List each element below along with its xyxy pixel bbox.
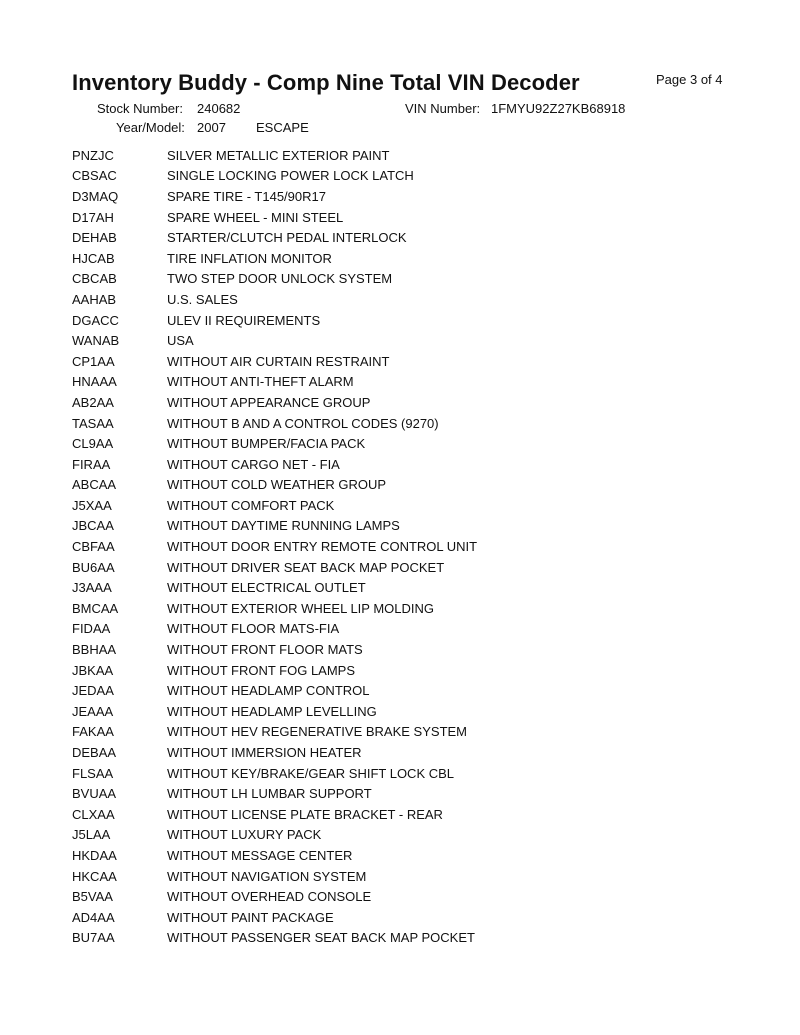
option-description: WITHOUT NAVIGATION SYSTEM bbox=[167, 868, 367, 884]
option-description: WITHOUT PAINT PACKAGE bbox=[167, 909, 334, 925]
option-description: SPARE WHEEL - MINI STEEL bbox=[167, 209, 344, 225]
option-code: DGACC bbox=[72, 312, 119, 328]
option-description: WITHOUT PASSENGER SEAT BACK MAP POCKET bbox=[167, 930, 475, 946]
option-code: D17AH bbox=[72, 209, 114, 225]
option-description: U.S. SALES bbox=[167, 291, 238, 307]
option-code: CL9AA bbox=[72, 436, 114, 452]
list-item bbox=[72, 454, 752, 475]
list-item bbox=[72, 392, 752, 413]
list-item bbox=[72, 269, 752, 290]
option-description: ULEV II REQUIREMENTS bbox=[167, 312, 321, 328]
model-value: ESCAPE bbox=[256, 120, 309, 135]
option-code: AB2AA bbox=[72, 394, 114, 410]
option-code: ABCAA bbox=[72, 477, 117, 493]
option-description: STARTER/CLUTCH PEDAL INTERLOCK bbox=[167, 230, 407, 246]
option-description: WITHOUT DAYTIME RUNNING LAMPS bbox=[167, 518, 400, 534]
list-item bbox=[72, 722, 752, 743]
option-code: JEAAA bbox=[72, 703, 114, 719]
page-number: Page 3 of 4 bbox=[656, 72, 723, 87]
option-code: BU6AA bbox=[72, 559, 115, 575]
option-description: WITHOUT HEV REGENERATIVE BRAKE SYSTEM bbox=[167, 724, 468, 740]
list-item bbox=[72, 598, 752, 619]
option-code: HNAAA bbox=[72, 374, 117, 390]
list-item bbox=[72, 845, 752, 866]
list-item bbox=[72, 207, 752, 228]
option-code: FIRAA bbox=[72, 456, 111, 472]
option-code: J3AAA bbox=[72, 580, 112, 596]
option-code: TASAA bbox=[72, 415, 114, 431]
option-description: WITHOUT HEADLAMP CONTROL bbox=[167, 683, 370, 699]
option-description: WITHOUT COMFORT PACK bbox=[167, 497, 335, 513]
option-description: WITHOUT B AND A CONTROL CODES (9270) bbox=[167, 415, 439, 431]
option-code: WANAB bbox=[72, 333, 120, 349]
option-description: WITHOUT EXTERIOR WHEEL LIP MOLDING bbox=[167, 600, 435, 616]
option-description: WITHOUT ELECTRICAL OUTLET bbox=[167, 580, 366, 596]
option-code: DEBAA bbox=[72, 745, 117, 761]
list-item bbox=[72, 145, 752, 166]
list-item bbox=[72, 413, 752, 434]
option-description: WITHOUT KEY/BRAKE/GEAR SHIFT LOCK CBL bbox=[167, 765, 455, 781]
list-item bbox=[72, 639, 752, 660]
page-title: Inventory Buddy - Comp Nine Total VIN Decoder bbox=[72, 70, 580, 95]
option-description: WITHOUT COLD WEATHER GROUP bbox=[167, 477, 387, 493]
option-code: JBCAA bbox=[72, 518, 114, 534]
year-value: 2007 bbox=[197, 120, 226, 135]
option-description: USA bbox=[167, 333, 194, 349]
list-item bbox=[72, 577, 752, 598]
list-item bbox=[72, 928, 752, 949]
list-item bbox=[72, 166, 752, 187]
option-code: FLSAA bbox=[72, 765, 114, 781]
option-description: WITHOUT CARGO NET - FIA bbox=[167, 456, 340, 472]
option-code: BU7AA bbox=[72, 930, 115, 946]
stock-number-label: Stock Number: bbox=[97, 101, 183, 116]
list-item bbox=[72, 804, 752, 825]
list-item bbox=[72, 825, 752, 846]
option-code: CP1AA bbox=[72, 353, 115, 369]
option-description: WITHOUT FRONT FOG LAMPS bbox=[167, 662, 356, 678]
list-item bbox=[72, 433, 752, 454]
option-code: FAKAA bbox=[72, 724, 114, 740]
option-description: WITHOUT DRIVER SEAT BACK MAP POCKET bbox=[167, 559, 445, 575]
list-item bbox=[72, 310, 752, 331]
option-description: WITHOUT ANTI-THEFT ALARM bbox=[167, 374, 354, 390]
option-description: WITHOUT MESSAGE CENTER bbox=[167, 847, 353, 863]
option-code: AD4AA bbox=[72, 909, 115, 925]
list-item bbox=[72, 351, 752, 372]
list-item bbox=[72, 227, 752, 248]
option-code: PNZJC bbox=[72, 147, 114, 163]
option-code: HKCAA bbox=[72, 868, 117, 884]
option-description: WITHOUT IMMERSION HEATER bbox=[167, 745, 362, 761]
list-item bbox=[72, 907, 752, 928]
option-description: WITHOUT FRONT FLOOR MATS bbox=[167, 642, 363, 658]
list-item bbox=[72, 475, 752, 496]
list-item bbox=[72, 619, 752, 640]
option-code: CBSAC bbox=[72, 168, 117, 184]
option-code: CBFAA bbox=[72, 539, 115, 555]
option-description: WITHOUT BUMPER/FACIA PACK bbox=[167, 436, 366, 452]
option-description: TIRE INFLATION MONITOR bbox=[167, 250, 332, 266]
option-code: CBCAB bbox=[72, 271, 117, 287]
option-description: WITHOUT LH LUMBAR SUPPORT bbox=[167, 786, 372, 802]
option-code: B5VAA bbox=[72, 889, 113, 905]
list-item bbox=[72, 516, 752, 537]
option-description: WITHOUT FLOOR MATS-FIA bbox=[167, 621, 340, 637]
list-item bbox=[72, 557, 752, 578]
option-description: WITHOUT APPEARANCE GROUP bbox=[167, 394, 371, 410]
option-description: SILVER METALLIC EXTERIOR PAINT bbox=[167, 147, 390, 163]
list-item bbox=[72, 248, 752, 269]
option-description: SINGLE LOCKING POWER LOCK LATCH bbox=[167, 168, 414, 184]
option-code: JEDAA bbox=[72, 683, 114, 699]
list-item bbox=[72, 701, 752, 722]
option-code: CLXAA bbox=[72, 806, 115, 822]
list-item bbox=[72, 866, 752, 887]
vin-number-value: 1FMYU92Z27KB68918 bbox=[491, 101, 626, 116]
list-item bbox=[72, 886, 752, 907]
list-item bbox=[72, 372, 752, 393]
option-code: FIDAA bbox=[72, 621, 111, 637]
option-code: JBKAA bbox=[72, 662, 114, 678]
list-item bbox=[72, 330, 752, 351]
option-description: WITHOUT DOOR ENTRY REMOTE CONTROL UNIT bbox=[167, 539, 478, 555]
vin-number-label: VIN Number: bbox=[405, 101, 481, 116]
list-item bbox=[72, 186, 752, 207]
year-model-label: Year/Model: bbox=[116, 120, 185, 135]
list-item bbox=[72, 660, 752, 681]
option-description: WITHOUT LICENSE PLATE BRACKET - REAR bbox=[167, 806, 443, 822]
list-item bbox=[72, 495, 752, 516]
option-code: BBHAA bbox=[72, 642, 117, 658]
option-description: TWO STEP DOOR UNLOCK SYSTEM bbox=[167, 271, 393, 287]
list-item bbox=[72, 763, 752, 784]
option-description: WITHOUT LUXURY PACK bbox=[167, 827, 322, 843]
stock-number-value: 240682 bbox=[197, 101, 241, 116]
option-description: WITHOUT AIR CURTAIN RESTRAINT bbox=[167, 353, 390, 369]
option-code: HJCAB bbox=[72, 250, 115, 266]
option-code: J5XAA bbox=[72, 497, 112, 513]
option-description: WITHOUT OVERHEAD CONSOLE bbox=[167, 889, 372, 905]
option-description: WITHOUT HEADLAMP LEVELLING bbox=[167, 703, 377, 719]
option-code: AAHAB bbox=[72, 291, 117, 307]
option-code-list bbox=[72, 145, 752, 948]
option-description: SPARE TIRE - T145/90R17 bbox=[167, 188, 326, 204]
list-item bbox=[72, 783, 752, 804]
option-code: HKDAA bbox=[72, 847, 117, 863]
option-code: DEHAB bbox=[72, 230, 117, 246]
option-code: BVUAA bbox=[72, 786, 117, 802]
list-item bbox=[72, 680, 752, 701]
list-item bbox=[72, 536, 752, 557]
list-item bbox=[72, 742, 752, 763]
list-item bbox=[72, 289, 752, 310]
option-code: BMCAA bbox=[72, 600, 119, 616]
option-code: J5LAA bbox=[72, 827, 111, 843]
option-code: D3MAQ bbox=[72, 188, 119, 204]
